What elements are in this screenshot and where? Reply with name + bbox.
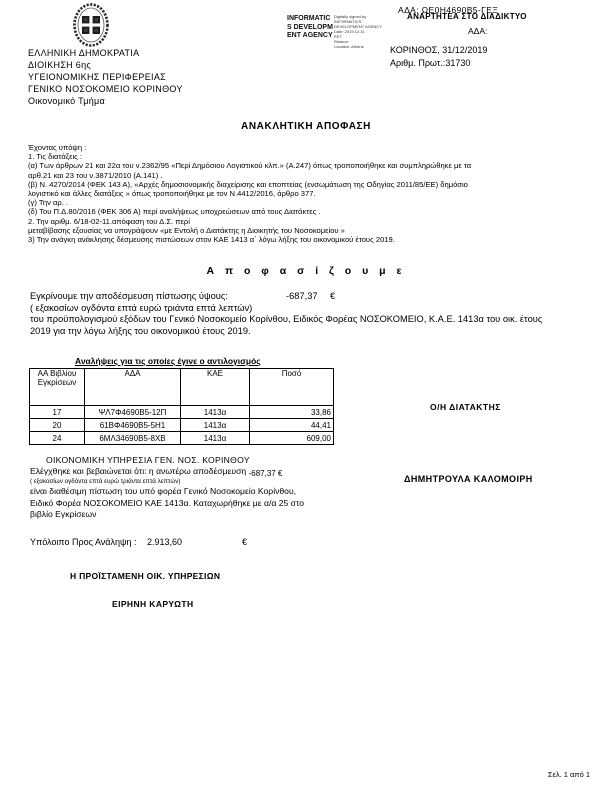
finance-verify-line [30, 466, 370, 477]
table-row [30, 432, 334, 445]
euro-sign: € [330, 291, 336, 301]
finance-line: Ειδικό Φορέα ΝΟΣΟΚΟΜΕΙΟ ΚΑΕ 1413α. Καταχωρήθηκε με α/α 25 στο [30, 497, 304, 508]
ordering-officer-name: ΔΗΜΗΤΡΟΥΛΑ ΚΑΛΟΜΟΙΡΗ [404, 474, 533, 484]
preamble [28, 143, 590, 244]
finance-verify-amount: -687,37 € [248, 469, 283, 479]
approval-amount-line [30, 291, 590, 303]
city-date: ΚΟΡΙΝΘΟΣ, 31/12/2019 [390, 45, 488, 55]
cell-kae: 1413α [181, 432, 250, 445]
cell-kae: 1413α [181, 406, 250, 419]
cell-aa: 17 [30, 406, 85, 419]
column-header-amount: Ποσό [250, 369, 334, 406]
approval-body-line: του προϋπολογισμού εξόδων του Γενικό Νοσοκομείο Κορίνθου, Ειδικός Φορέας ΝΟΣΟΚΟΜΕΙΟ, Κ.Α.Ε. 1413α του οικ. έτους [30, 314, 543, 325]
signature-details-stamp [334, 14, 390, 49]
finance-line: είναι διαθέσιμη πίστωση του υπό φορέα Γενικό Νοσοκομείο Κορίνθου, [30, 486, 297, 497]
preamble-line: Έχοντας υπόψη : [28, 143, 87, 152]
preamble-line: (δ) Του Π.Δ.80/2016 (ΦΕΚ 306 Α) περί αναλήψεως υποχρεώσεων από τους Διατάκτες . [28, 207, 321, 217]
signature-detail-line: Digitally signed by [334, 14, 367, 19]
finance-verify-text: Ελέγχθηκε και βεβαιώνεται ότι: η ανωτέρω αποδέσμευση [30, 466, 247, 477]
table-caption: Αναλήψεις για τις οποίες έγινε ο αντιλογισμός [75, 356, 261, 366]
letterhead-line: ΓΕΝΙΚΟ ΝΟΣΟΚΟΜΕΙΟ ΚΟΡΙΝΘΟΥ [28, 84, 183, 94]
cell-kae: 1413α [181, 419, 250, 432]
protocol-number: Αριθμ. Πρωτ.:31730 [390, 58, 471, 68]
balance-line [30, 537, 330, 547]
signature-detail-line: EET [334, 34, 342, 39]
ordering-officer-role: Ο/Η ΔΙΑΤΑΚΤΗΣ [430, 402, 501, 412]
table-row [30, 406, 334, 419]
letterhead [28, 47, 183, 107]
finance-check-block [30, 455, 370, 520]
finance-dept: ΟΙΚΟΝΟΜΙΚΗ ΥΠΗΡΕΣΙΑ ΓΕΝ. ΝΟΣ. ΚΟΡΙΝΘΟΥ [46, 455, 250, 465]
cell-aa: 24 [30, 432, 85, 445]
cell-aa: 20 [30, 419, 85, 432]
letterhead-line: ΥΓΕΙΟΝΟΜΙΚΗΣ ΠΕΡΙΦΕΡΕΙΑΣ [28, 72, 166, 82]
approval-amount: -687,37 [286, 291, 318, 301]
finance-head-role: Η ΠΡΟΪΣΤΑΜΕΝΗ ΟΙΚ. ΥΠΗΡΕΣΙΩΝ [70, 571, 221, 581]
finance-head-name: ΕΙΡΗΝΗ ΚΑΡΥΩΤΗ [112, 599, 194, 609]
preamble-line: (α) Των άρθρων 21 και 22α του ν.2362/95 «Περί Δημόσιου Λογιστικού κλπ.» (Α.247) όπως τροποποιήθηκε και συμπληρώθηκε με τα [28, 161, 472, 171]
page-number: Σελ. 1 από 1 [547, 770, 590, 779]
finance-line: βιβλίο Εγκρίσεων [30, 508, 97, 519]
preamble-line: (γ) Την αρ. . [28, 198, 69, 208]
cell-amount: 44,41 [250, 419, 334, 432]
column-header-aa: ΑΑ Βιβλίου Εγκρίσεων [30, 369, 85, 406]
approval-body-line: 2019 για την λόγω λήξης του οικονομικού έτους 2019. [30, 325, 251, 336]
finance-amount-words: ( εξακοσίων ογδόντα επτά ευρώ τριάντα επτά λεπτών) [30, 478, 181, 486]
document-title: ΑΝΑΚΛΗΤΙΚΗ ΑΠΟΦΑΣΗ [241, 121, 371, 132]
signature-detail-line: Date: 2019.12.31 [334, 29, 365, 34]
table-row [30, 419, 334, 432]
signature-detail-line: INFORMATICS [334, 19, 362, 24]
cell-ada: 61ΒΦ4690Β5-5Η1 [85, 419, 181, 432]
letterhead-line: Οικονομικό Τμήμα [28, 96, 106, 106]
column-header-kae: ΚΑΕ [181, 369, 250, 406]
cell-amount: 33,86 [250, 406, 334, 419]
approval-block [30, 291, 590, 337]
cell-ada: ΨΛ7Φ4690Β5-12Π [85, 406, 181, 419]
publish-notice: ΑΝΑΡΤΗΤΕΑ ΣΤΟ ΔΙΑΔΙΚΤΥΟ [407, 12, 527, 21]
preamble-line: αρθ.21 και 23 του ν.3871/2010 (Α.141) . [28, 170, 163, 180]
signature-detail-line: Reason: [334, 39, 349, 44]
ada-label: ΑΔΑ: [468, 26, 488, 36]
euro-sign: € [242, 537, 248, 547]
column-header-ada: ΑΔΑ [85, 369, 181, 406]
cell-amount: 609,00 [250, 432, 334, 445]
table-header-row [30, 369, 334, 406]
approval-amount-words: ( εξακοσίων ογδόντα επτά ευρώ τριάντα επτά λεπτών) [30, 303, 253, 313]
letterhead-line: ΔΙΟΙΚΗΣΗ 6ης [28, 60, 92, 70]
signature-agency-stamp: INFORMATICS DEVELOPMENT AGENCY [287, 15, 333, 39]
preamble-line: μεταβίβασης εξουσίας να υπογράψουν «με Εντολή ο Διατάκτης η Διοικητής του Νοσοκομείου » [28, 225, 345, 235]
balance-label: Υπόλοιπο Προς Ανάληψη : [30, 537, 137, 547]
balance-amount: 2.913,60 [146, 537, 183, 547]
preamble-line: 2. Την αριθμ. 6/18-02-11.απόφαση του Δ.Σ. περί [28, 216, 190, 226]
decision-heading: Α π ο φ α σ ί ζ ο υ μ ε [206, 265, 406, 277]
letterhead-line: ΕΛΛΗΝΙΚΗ ΔΗΜΟΚΡΑΤΙΑ [28, 48, 140, 58]
signature-detail-line: DEVELOPMENT AGENCY [334, 24, 382, 29]
greek-national-emblem-icon [72, 3, 110, 47]
preamble-line: (β) Ν. 4270/2014 (ΦΕΚ 143 Α), «Αρχές δημοσιονομικής διαχείρισης και εποπτείας (ενσωμάτωση της Οδηγίας 2011/85/ΕΕ) δημόσιο [28, 179, 468, 189]
preamble-line: λογιστικό και άλλες διατάξεις » όπως τροποποιήθηκε με τον Ν.4412/2016, άρθρο 377. [28, 189, 316, 199]
cell-ada: 6ΜΛ34690Β5-8ΧΒ [85, 432, 181, 445]
preamble-line: 3) Την ανάγκη ανάκλησης δέσμευσης πιστώσεων στον ΚΑΕ 1413 α΄ λόγω λήξης του οικονομικού έτους 2019. [28, 235, 395, 245]
signature-detail-line: Location: Athens [334, 44, 364, 49]
preamble-line: 1. Τις διατάξεις : [28, 152, 83, 162]
commitments-table [29, 368, 334, 445]
approval-label: Εγκρίνουμε την αποδέσμευση πίστωσης ύψους: [30, 291, 228, 301]
ada-code: ΑΔΑ: ΩΕ0Η4690Β5-ΓΕΞ [398, 5, 499, 15]
